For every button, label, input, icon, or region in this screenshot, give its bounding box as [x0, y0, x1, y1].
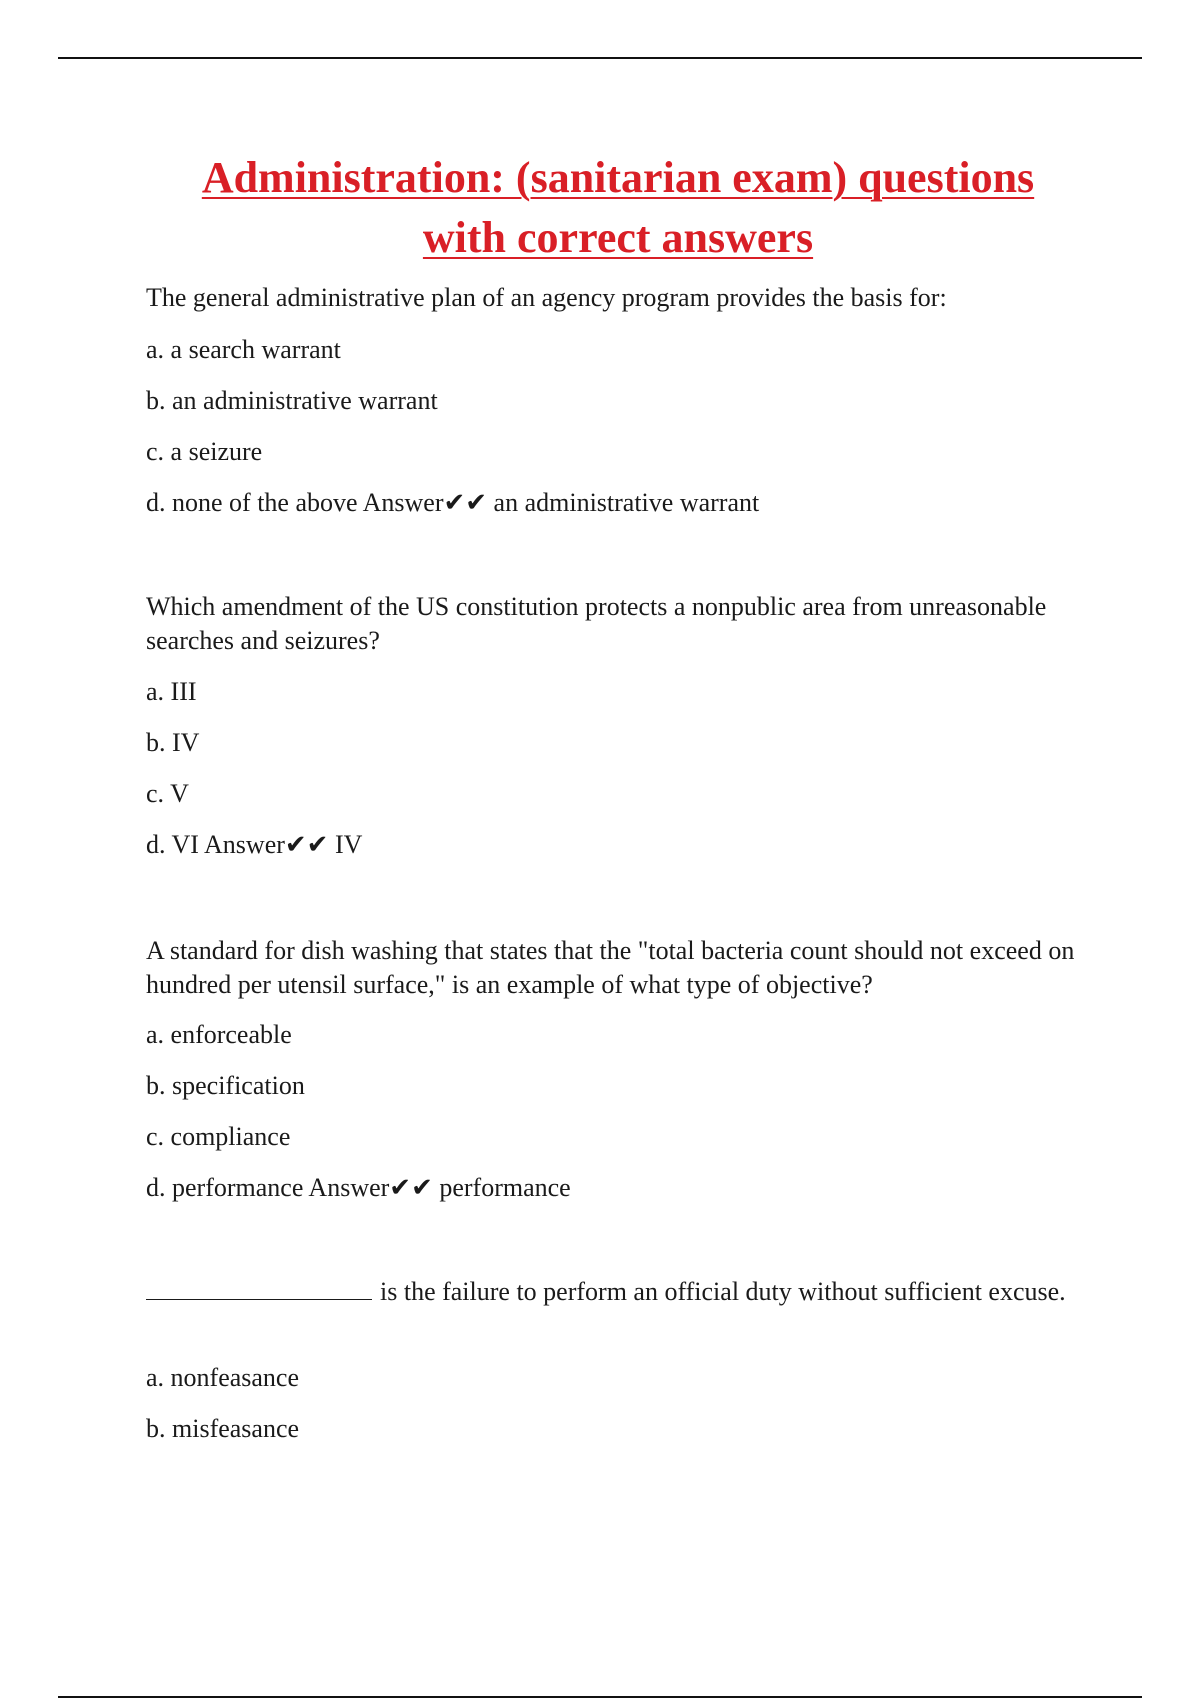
page-title — [100, 148, 1136, 268]
question-text: The general administrative plan of an agency program provides the basis for: — [146, 283, 947, 312]
answer-option: c. a seizure — [146, 437, 263, 466]
fill-in-blank — [146, 1275, 372, 1300]
question-block-1 — [146, 281, 1076, 517]
answer-option-with-answer: d. performance Answer✔✔ performance — [146, 1173, 571, 1202]
title-line-1: Administration: (sanitarian exam) questions — [201, 153, 1035, 202]
answer-option-with-answer: d. none of the above Answer✔✔ an administrative warrant — [146, 488, 760, 517]
question-text — [146, 1275, 1076, 1309]
title-line-2: with correct answers — [422, 213, 814, 262]
question-block-3 — [146, 934, 1076, 1202]
answer-option: a. enforceable — [146, 1020, 292, 1049]
answer-option: c. compliance — [146, 1122, 291, 1151]
header-rule — [58, 57, 1142, 59]
answer-option: b. IV — [146, 728, 200, 757]
answer-option-with-answer: d. VI Answer✔✔ IV — [146, 830, 363, 859]
footer-rule — [58, 1696, 1142, 1698]
answer-option: a. nonfeasance — [146, 1363, 300, 1392]
question-block-4 — [146, 1275, 1076, 1443]
question-text-body: is the failure to perform an official duty without sufficient excuse. — [380, 1277, 1066, 1306]
answer-option: b. misfeasance — [146, 1414, 300, 1443]
question-block-2 — [146, 590, 1076, 859]
answer-option: a. a search warrant — [146, 335, 341, 364]
answer-option: b. specification — [146, 1071, 305, 1100]
answer-option: a. III — [146, 677, 197, 706]
question-text: A standard for dish washing that states that the "total bacteria count should not exceed on hundred per utensil surface," is an example of what type of objective? — [146, 936, 1075, 999]
answer-option: b. an administrative warrant — [146, 386, 438, 415]
answer-option: c. V — [146, 779, 189, 808]
question-text: Which amendment of the US constitution protects a nonpublic area from unreasonable searches and seizures? — [146, 592, 1047, 655]
